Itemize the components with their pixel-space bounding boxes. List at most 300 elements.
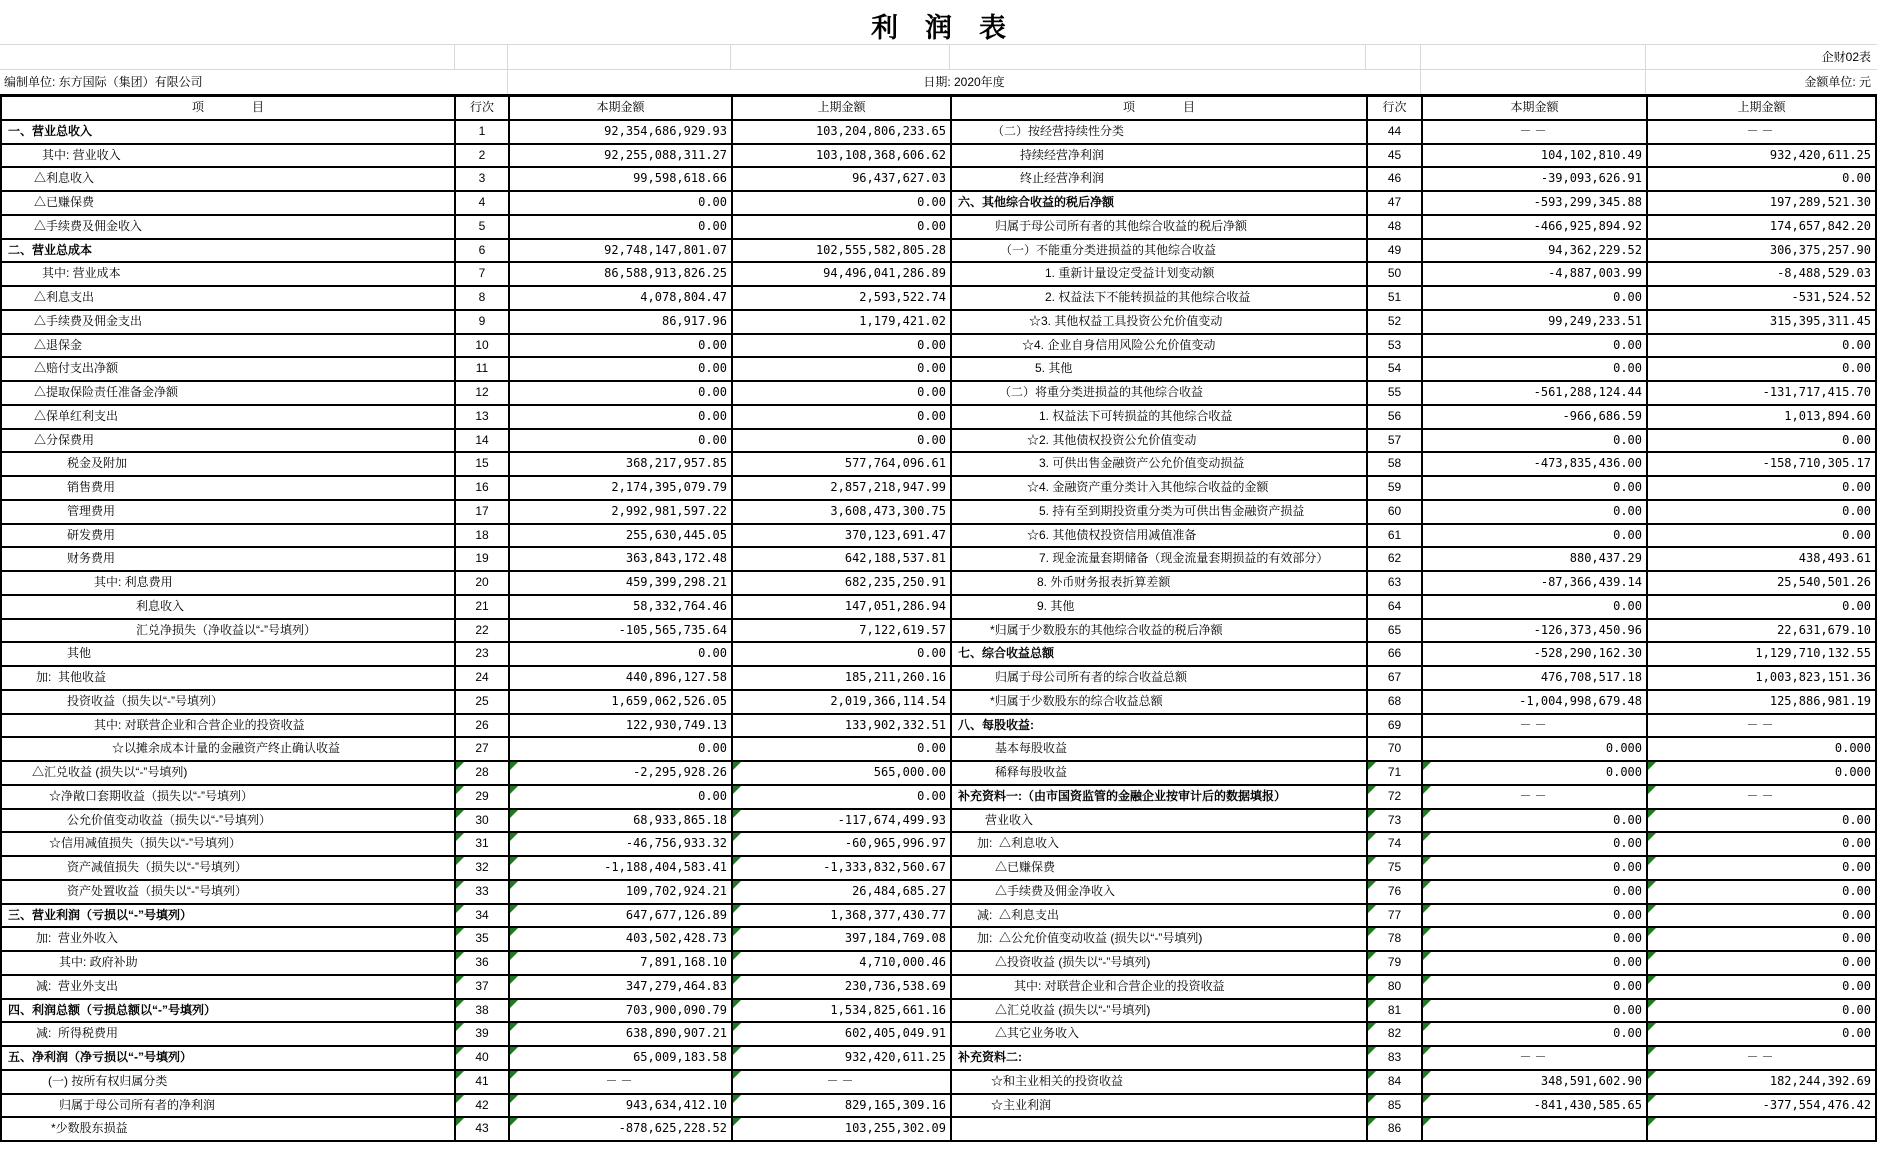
line-no-cell[interactable]: 27 — [456, 738, 508, 760]
line-no-cell[interactable]: 57 — [1368, 430, 1421, 452]
prior-amount-cell[interactable]: 22,631,679.10 — [1648, 620, 1875, 642]
item-cell[interactable]: △分保费用 — [2, 430, 454, 452]
prior-amount-cell[interactable]: 174,657,842.20 — [1648, 216, 1875, 238]
line-no-cell[interactable]: 60 — [1368, 501, 1421, 523]
current-amount-cell[interactable]: -473,835,436.00 — [1423, 453, 1646, 475]
line-no-cell[interactable]: 28 — [456, 762, 508, 784]
line-no-cell[interactable]: 67 — [1368, 667, 1421, 689]
prior-amount-cell[interactable]: 0.00 — [1648, 905, 1875, 927]
line-no-cell[interactable]: 78 — [1368, 928, 1421, 950]
line-no-cell[interactable]: 80 — [1368, 976, 1421, 998]
prior-amount-cell[interactable]: －－ — [1648, 1047, 1875, 1069]
current-amount-cell[interactable]: -528,290,162.30 — [1423, 643, 1646, 665]
prior-amount-cell[interactable]: 103,255,302.09 — [733, 1118, 950, 1140]
current-amount-cell[interactable]: 109,702,924.21 — [510, 881, 731, 903]
current-amount-cell[interactable]: 58,332,764.46 — [510, 596, 731, 618]
prior-amount-cell[interactable]: 0.00 — [1648, 833, 1875, 855]
line-no-cell[interactable]: 24 — [456, 667, 508, 689]
line-no-cell[interactable]: 19 — [456, 548, 508, 570]
prior-amount-cell[interactable]: 0.00 — [733, 643, 950, 665]
line-no-cell[interactable]: 53 — [1368, 335, 1421, 357]
line-no-cell[interactable]: 8 — [456, 287, 508, 309]
line-no-cell[interactable]: 4 — [456, 192, 508, 214]
item-cell[interactable] — [952, 1118, 1366, 1140]
current-amount-cell[interactable]: －－ — [1423, 121, 1646, 143]
prior-amount-cell[interactable]: 185,211,260.16 — [733, 667, 950, 689]
line-no-cell[interactable]: 18 — [456, 525, 508, 547]
line-no-cell[interactable]: 30 — [456, 810, 508, 832]
item-cell[interactable]: △汇兑收益 (损失以“-”号填列) — [952, 1000, 1366, 1022]
prior-amount-cell[interactable]: 133,902,332.51 — [733, 715, 950, 737]
current-amount-header[interactable]: 本期金额 — [1423, 97, 1646, 119]
prior-amount-cell[interactable]: 0.000 — [1648, 738, 1875, 760]
line-no-cell[interactable]: 42 — [456, 1095, 508, 1117]
current-amount-cell[interactable]: 7,891,168.10 — [510, 952, 731, 974]
current-amount-cell[interactable]: 99,598,618.66 — [510, 168, 731, 190]
line-no-cell[interactable]: 86 — [1368, 1118, 1421, 1140]
item-cell[interactable]: 其中: 政府补助 — [2, 952, 454, 974]
item-cell[interactable]: *少数股东损益 — [2, 1118, 454, 1140]
current-amount-cell[interactable]: -466,925,894.92 — [1423, 216, 1646, 238]
current-amount-cell[interactable]: －－ — [1423, 786, 1646, 808]
current-amount-cell[interactable]: 0.00 — [1423, 833, 1646, 855]
line-no-cell[interactable]: 72 — [1368, 786, 1421, 808]
line-no-cell[interactable]: 61 — [1368, 525, 1421, 547]
item-cell[interactable]: △利息支出 — [2, 287, 454, 309]
current-amount-cell[interactable]: 0.00 — [1423, 358, 1646, 380]
current-amount-header[interactable]: 本期金额 — [510, 97, 731, 119]
meta-cell[interactable] — [1421, 45, 1645, 69]
current-amount-cell[interactable]: 0.00 — [510, 192, 731, 214]
current-amount-cell[interactable]: 0.00 — [1423, 525, 1646, 547]
line-no-cell[interactable]: 83 — [1368, 1047, 1421, 1069]
prior-amount-cell[interactable]: 0.00 — [733, 430, 950, 452]
prior-amount-cell[interactable]: 0.00 — [1648, 810, 1875, 832]
current-amount-cell[interactable]: 880,437.29 — [1423, 548, 1646, 570]
line-no-cell[interactable]: 35 — [456, 928, 508, 950]
line-no-cell[interactable]: 46 — [1368, 168, 1421, 190]
prior-amount-cell[interactable]: 0.00 — [733, 358, 950, 380]
prior-amount-cell[interactable]: 182,244,392.69 — [1648, 1071, 1875, 1093]
current-amount-cell[interactable]: 348,591,602.90 — [1423, 1071, 1646, 1093]
item-cell[interactable]: 其他 — [2, 643, 454, 665]
item-cell[interactable]: ☆净敞口套期收益（损失以“-”号填列） — [2, 786, 454, 808]
item-header[interactable]: 项 目 — [2, 97, 454, 119]
item-cell[interactable]: (一) 按所有权归属分类 — [2, 1071, 454, 1093]
prior-amount-cell[interactable]: 682,235,250.91 — [733, 572, 950, 594]
item-cell[interactable]: 资产处置收益（损失以“-”号填列） — [2, 881, 454, 903]
meta-cell[interactable] — [0, 45, 454, 69]
prior-amount-cell[interactable]: 0.00 — [733, 335, 950, 357]
prior-amount-cell[interactable]: 0.00 — [1648, 881, 1875, 903]
item-cell[interactable]: 七、综合收益总额 — [952, 643, 1366, 665]
item-cell[interactable]: ☆4. 企业自身信用风险公允价值变动 — [952, 335, 1366, 357]
prior-amount-cell[interactable]: 103,204,806,233.65 — [733, 121, 950, 143]
prior-amount-cell[interactable]: 25,540,501.26 — [1648, 572, 1875, 594]
current-amount-cell[interactable]: -46,756,933.32 — [510, 833, 731, 855]
current-amount-cell[interactable]: 92,748,147,801.07 — [510, 240, 731, 262]
prior-amount-cell[interactable]: 230,736,538.69 — [733, 976, 950, 998]
current-amount-cell[interactable]: 0.00 — [1423, 335, 1646, 357]
current-amount-cell[interactable]: 0.00 — [1423, 287, 1646, 309]
item-cell[interactable]: 投资收益（损失以“-”号填列） — [2, 691, 454, 713]
prior-amount-cell[interactable]: 932,420,611.25 — [1648, 145, 1875, 167]
line-no-cell[interactable]: 59 — [1368, 477, 1421, 499]
meta-cell[interactable] — [1421, 70, 1645, 94]
prior-amount-cell[interactable]: -117,674,499.93 — [733, 810, 950, 832]
current-amount-cell[interactable]: 2,174,395,079.79 — [510, 477, 731, 499]
line-no-cell[interactable]: 31 — [456, 833, 508, 855]
prior-amount-cell[interactable]: 103,108,368,606.62 — [733, 145, 950, 167]
line-no-cell[interactable]: 64 — [1368, 596, 1421, 618]
line-no-cell[interactable]: 84 — [1368, 1071, 1421, 1093]
item-cell[interactable]: 加: △利息收入 — [952, 833, 1366, 855]
current-amount-cell[interactable]: 86,588,913,826.25 — [510, 263, 731, 285]
line-no-cell[interactable]: 66 — [1368, 643, 1421, 665]
line-no-cell[interactable]: 68 — [1368, 691, 1421, 713]
prior-amount-cell[interactable]: 577,764,096.61 — [733, 453, 950, 475]
line-no-cell[interactable]: 47 — [1368, 192, 1421, 214]
current-amount-cell[interactable]: -4,887,003.99 — [1423, 263, 1646, 285]
current-amount-cell[interactable]: 459,399,298.21 — [510, 572, 731, 594]
current-amount-cell[interactable]: 86,917.96 — [510, 311, 731, 333]
current-amount-cell[interactable]: 0.00 — [1423, 976, 1646, 998]
prior-amount-cell[interactable]: 0.00 — [733, 382, 950, 404]
item-cell[interactable]: ☆3. 其他权益工具投资公允价值变动 — [952, 311, 1366, 333]
item-cell[interactable]: 加: 其他收益 — [2, 667, 454, 689]
line-no-cell[interactable]: 65 — [1368, 620, 1421, 642]
item-cell[interactable]: △利息收入 — [2, 168, 454, 190]
meta-cell[interactable] — [508, 45, 730, 69]
item-cell[interactable]: 2. 权益法下不能转损益的其他综合收益 — [952, 287, 1366, 309]
form-number[interactable]: 企财02表 — [1646, 45, 1877, 69]
current-amount-cell[interactable]: 68,933,865.18 — [510, 810, 731, 832]
prior-amount-cell[interactable]: 0.00 — [733, 738, 950, 760]
line-no-cell[interactable]: 55 — [1368, 382, 1421, 404]
item-cell[interactable]: 汇兑净损失（净收益以“-”号填列） — [2, 620, 454, 642]
prior-amount-cell[interactable]: 1,003,823,151.36 — [1648, 667, 1875, 689]
item-cell[interactable]: △手续费及佣金收入 — [2, 216, 454, 238]
current-amount-cell[interactable]: 703,900,090.79 — [510, 1000, 731, 1022]
item-cell[interactable]: ☆和主业相关的投资收益 — [952, 1071, 1366, 1093]
current-amount-cell[interactable]: 440,896,127.58 — [510, 667, 731, 689]
prior-amount-cell[interactable]: －－ — [1648, 786, 1875, 808]
prior-amount-cell[interactable]: 0.00 — [733, 786, 950, 808]
line-no-cell[interactable]: 69 — [1368, 715, 1421, 737]
prior-amount-cell[interactable]: -60,965,996.97 — [733, 833, 950, 855]
line-no-cell[interactable]: 58 — [1368, 453, 1421, 475]
item-cell[interactable]: 减: △利息支出 — [952, 905, 1366, 927]
current-amount-cell[interactable]: -841,430,585.65 — [1423, 1095, 1646, 1117]
line-no-cell[interactable]: 43 — [456, 1118, 508, 1140]
item-cell[interactable]: *归属于少数股东的综合收益总额 — [952, 691, 1366, 713]
line-no-cell[interactable]: 51 — [1368, 287, 1421, 309]
currency-unit[interactable]: 金额单位: 元 — [1646, 70, 1877, 94]
prior-amount-cell[interactable]: 94,496,041,286.89 — [733, 263, 950, 285]
current-amount-cell[interactable]: －－ — [510, 1071, 731, 1093]
current-amount-cell[interactable]: 0.00 — [1423, 952, 1646, 974]
line-no-cell[interactable]: 44 — [1368, 121, 1421, 143]
prior-amount-cell[interactable]: 0.000 — [1648, 762, 1875, 784]
prior-amount-cell[interactable]: -158,710,305.17 — [1648, 453, 1875, 475]
item-cell[interactable]: 其中: 利息费用 — [2, 572, 454, 594]
item-cell[interactable]: △手续费及佣金支出 — [2, 311, 454, 333]
item-cell[interactable]: 8. 外币财务报表折算差额 — [952, 572, 1366, 594]
prior-amount-cell[interactable]: 0.00 — [1648, 1023, 1875, 1045]
item-cell[interactable]: 终止经营净利润 — [952, 168, 1366, 190]
current-amount-cell[interactable]: 92,354,686,929.93 — [510, 121, 731, 143]
item-cell[interactable]: 稀释每股收益 — [952, 762, 1366, 784]
line-no-cell[interactable]: 11 — [456, 358, 508, 380]
line-no-cell[interactable]: 45 — [1368, 145, 1421, 167]
prior-amount-cell[interactable]: 0.00 — [1648, 596, 1875, 618]
prior-amount-cell[interactable]: 26,484,685.27 — [733, 881, 950, 903]
item-cell[interactable]: △赔付支出净额 — [2, 358, 454, 380]
line-no-cell[interactable]: 82 — [1368, 1023, 1421, 1045]
current-amount-cell[interactable]: 943,634,412.10 — [510, 1095, 731, 1117]
current-amount-cell[interactable]: 0.00 — [510, 335, 731, 357]
current-amount-cell[interactable]: -966,686.59 — [1423, 406, 1646, 428]
prior-amount-cell[interactable]: 1,534,825,661.16 — [733, 1000, 950, 1022]
current-amount-cell[interactable]: -87,366,439.14 — [1423, 572, 1646, 594]
prior-amount-cell[interactable]: 0.00 — [1648, 358, 1875, 380]
prior-amount-cell[interactable]: -1,333,832,560.67 — [733, 857, 950, 879]
item-cell[interactable]: 其中: 对联营企业和合营企业的投资收益 — [952, 976, 1366, 998]
item-cell[interactable]: 9. 其他 — [952, 596, 1366, 618]
prior-amount-cell[interactable]: -131,717,415.70 — [1648, 382, 1875, 404]
prior-amount-header[interactable]: 上期金额 — [733, 97, 950, 119]
current-amount-cell[interactable]: -105,565,735.64 — [510, 620, 731, 642]
line-no-cell[interactable]: 21 — [456, 596, 508, 618]
current-amount-cell[interactable]: 476,708,517.18 — [1423, 667, 1646, 689]
line-no-cell[interactable]: 63 — [1368, 572, 1421, 594]
line-no-cell[interactable]: 7 — [456, 263, 508, 285]
current-amount-cell[interactable]: 0.00 — [1423, 501, 1646, 523]
line-no-cell[interactable]: 37 — [456, 976, 508, 998]
report-date[interactable]: 日期: 2020年度 — [508, 70, 1420, 94]
item-cell[interactable]: 八、每股收益: — [952, 715, 1366, 737]
prior-amount-cell[interactable]: 0.00 — [1648, 857, 1875, 879]
prior-amount-cell[interactable]: 0.00 — [733, 216, 950, 238]
current-amount-cell[interactable]: -1,004,998,679.48 — [1423, 691, 1646, 713]
item-cell[interactable]: △投资收益 (损失以“-”号填列) — [952, 952, 1366, 974]
current-amount-cell[interactable]: 122,930,749.13 — [510, 715, 731, 737]
current-amount-cell[interactable]: 0.00 — [510, 643, 731, 665]
prior-amount-cell[interactable]: 370,123,691.47 — [733, 525, 950, 547]
item-cell[interactable]: ☆4. 金融资产重分类计入其他综合收益的金额 — [952, 477, 1366, 499]
prior-amount-cell[interactable]: 642,188,537.81 — [733, 548, 950, 570]
line-no-cell[interactable]: 32 — [456, 857, 508, 879]
line-no-header[interactable]: 行次 — [1368, 97, 1421, 119]
line-no-cell[interactable]: 2 — [456, 145, 508, 167]
current-amount-cell[interactable]: 0.00 — [1423, 596, 1646, 618]
item-cell[interactable]: 5. 其他 — [952, 358, 1366, 380]
item-cell[interactable]: 补充资料一:（由市国资监管的金融企业按审计后的数据填报） — [952, 786, 1366, 808]
line-no-cell[interactable]: 33 — [456, 881, 508, 903]
line-no-cell[interactable]: 38 — [456, 1000, 508, 1022]
line-no-cell[interactable]: 41 — [456, 1071, 508, 1093]
line-no-cell[interactable]: 22 — [456, 620, 508, 642]
current-amount-cell[interactable]: 0.000 — [1423, 762, 1646, 784]
prior-amount-cell[interactable]: 2,593,522.74 — [733, 287, 950, 309]
item-cell[interactable]: （一）不能重分类进损益的其他综合收益 — [952, 240, 1366, 262]
line-no-cell[interactable]: 52 — [1368, 311, 1421, 333]
item-cell[interactable]: *归属于少数股东的其他综合收益的税后净额 — [952, 620, 1366, 642]
line-no-cell[interactable]: 56 — [1368, 406, 1421, 428]
prior-amount-cell[interactable]: －－ — [1648, 715, 1875, 737]
line-no-cell[interactable]: 81 — [1368, 1000, 1421, 1022]
item-cell[interactable]: △手续费及佣金净收入 — [952, 881, 1366, 903]
line-no-cell[interactable]: 14 — [456, 430, 508, 452]
prior-amount-cell[interactable]: 1,013,894.60 — [1648, 406, 1875, 428]
item-cell[interactable]: 资产减值损失（损失以“-”号填列） — [2, 857, 454, 879]
item-cell[interactable]: △保单红利支出 — [2, 406, 454, 428]
current-amount-cell[interactable]: 647,677,126.89 — [510, 905, 731, 927]
current-amount-cell[interactable]: 2,992,981,597.22 — [510, 501, 731, 523]
prior-amount-cell[interactable]: 0.00 — [1648, 430, 1875, 452]
prior-amount-cell[interactable]: 315,395,311.45 — [1648, 311, 1875, 333]
current-amount-cell[interactable]: 0.00 — [510, 738, 731, 760]
line-no-cell[interactable]: 77 — [1368, 905, 1421, 927]
item-cell[interactable]: 3. 可供出售金融资产公允价值变动损益 — [952, 453, 1366, 475]
meta-cell[interactable] — [455, 45, 507, 69]
current-amount-cell[interactable]: 0.00 — [1423, 1000, 1646, 1022]
current-amount-cell[interactable]: -39,093,626.91 — [1423, 168, 1646, 190]
prior-amount-cell[interactable]: 565,000.00 — [733, 762, 950, 784]
prior-amount-cell[interactable]: -531,524.52 — [1648, 287, 1875, 309]
prior-amount-cell[interactable]: 0.00 — [1648, 525, 1875, 547]
item-cell[interactable]: 1. 权益法下可转损益的其他综合收益 — [952, 406, 1366, 428]
prior-amount-cell[interactable]: －－ — [1648, 121, 1875, 143]
meta-cell[interactable] — [731, 45, 949, 69]
line-no-cell[interactable]: 9 — [456, 311, 508, 333]
prior-amount-cell[interactable]: 197,289,521.30 — [1648, 192, 1875, 214]
current-amount-cell[interactable]: 0.00 — [1423, 477, 1646, 499]
line-no-cell[interactable]: 76 — [1368, 881, 1421, 903]
current-amount-cell[interactable]: 638,890,907.21 — [510, 1023, 731, 1045]
current-amount-cell[interactable]: 0.00 — [510, 430, 731, 452]
item-cell[interactable]: △已赚保费 — [2, 192, 454, 214]
current-amount-cell[interactable] — [1423, 1118, 1646, 1140]
current-amount-cell[interactable]: -126,373,450.96 — [1423, 620, 1646, 642]
item-cell[interactable]: 其中: 营业成本 — [2, 263, 454, 285]
prior-amount-cell[interactable]: 125,886,981.19 — [1648, 691, 1875, 713]
line-no-cell[interactable]: 50 — [1368, 263, 1421, 285]
prior-amount-cell[interactable]: -377,554,476.42 — [1648, 1095, 1875, 1117]
prior-amount-cell[interactable]: 2,019,366,114.54 — [733, 691, 950, 713]
line-no-cell[interactable]: 26 — [456, 715, 508, 737]
line-no-cell[interactable]: 75 — [1368, 857, 1421, 879]
line-no-cell[interactable]: 39 — [456, 1023, 508, 1045]
prior-amount-cell[interactable]: 397,184,769.08 — [733, 928, 950, 950]
item-cell[interactable]: 其中: 对联营企业和合营企业的投资收益 — [2, 715, 454, 737]
current-amount-cell[interactable]: 0.00 — [510, 358, 731, 380]
item-cell[interactable]: △汇兑收益 (损失以“-”号填列) — [2, 762, 454, 784]
current-amount-cell[interactable]: －－ — [1423, 715, 1646, 737]
item-cell[interactable]: 销售费用 — [2, 477, 454, 499]
current-amount-cell[interactable]: 0.00 — [510, 786, 731, 808]
item-cell[interactable]: ☆以摊余成本计量的金融资产终止确认收益 — [2, 738, 454, 760]
prior-amount-cell[interactable]: 0.00 — [1648, 928, 1875, 950]
item-cell[interactable]: 研发费用 — [2, 525, 454, 547]
line-no-cell[interactable]: 15 — [456, 453, 508, 475]
item-header[interactable]: 项 目 — [952, 97, 1366, 119]
line-no-cell[interactable]: 48 — [1368, 216, 1421, 238]
current-amount-cell[interactable]: 92,255,088,311.27 — [510, 145, 731, 167]
current-amount-cell[interactable]: 0.000 — [1423, 738, 1646, 760]
item-cell[interactable]: 补充资料二: — [952, 1047, 1366, 1069]
item-cell[interactable]: （二）将重分类进损益的其他综合收益 — [952, 382, 1366, 404]
item-cell[interactable]: （二）按经营持续性分类 — [952, 121, 1366, 143]
current-amount-cell[interactable]: 94,362,229.52 — [1423, 240, 1646, 262]
line-no-cell[interactable]: 20 — [456, 572, 508, 594]
prior-amount-cell[interactable]: 147,051,286.94 — [733, 596, 950, 618]
current-amount-cell[interactable]: 0.00 — [510, 406, 731, 428]
item-cell[interactable]: 其中: 营业收入 — [2, 145, 454, 167]
current-amount-cell[interactable]: －－ — [1423, 1047, 1646, 1069]
prior-amount-cell[interactable]: 1,179,421.02 — [733, 311, 950, 333]
prior-amount-cell[interactable]: 0.00 — [1648, 501, 1875, 523]
item-cell[interactable]: 7. 现金流量套期储备（现金流量套期损益的有效部分） — [952, 548, 1366, 570]
item-cell[interactable]: ☆信用减值损失（损失以“-”号填列） — [2, 833, 454, 855]
item-cell[interactable]: △已赚保费 — [952, 857, 1366, 879]
current-amount-cell[interactable]: 0.00 — [1423, 905, 1646, 927]
item-cell[interactable]: ☆6. 其他债权投资信用减值准备 — [952, 525, 1366, 547]
meta-cell[interactable] — [950, 45, 1365, 69]
prior-amount-cell[interactable] — [1648, 1118, 1875, 1140]
item-cell[interactable]: 加: △公允价值变动收益 (损失以“-”号填列) — [952, 928, 1366, 950]
item-cell[interactable]: 利息收入 — [2, 596, 454, 618]
current-amount-cell[interactable]: -593,299,345.88 — [1423, 192, 1646, 214]
line-no-cell[interactable]: 74 — [1368, 833, 1421, 855]
line-no-cell[interactable]: 6 — [456, 240, 508, 262]
prior-amount-cell[interactable]: 1,129,710,132.55 — [1648, 643, 1875, 665]
item-cell[interactable]: 税金及附加 — [2, 453, 454, 475]
item-cell[interactable]: 财务费用 — [2, 548, 454, 570]
line-no-cell[interactable]: 1 — [456, 121, 508, 143]
prior-amount-cell[interactable]: 0.00 — [1648, 976, 1875, 998]
item-cell[interactable]: △其它业务收入 — [952, 1023, 1366, 1045]
prior-amount-cell[interactable]: 829,165,309.16 — [733, 1095, 950, 1117]
prior-amount-cell[interactable]: 0.00 — [1648, 1000, 1875, 1022]
current-amount-cell[interactable]: 368,217,957.85 — [510, 453, 731, 475]
line-no-cell[interactable]: 79 — [1368, 952, 1421, 974]
item-cell[interactable]: △提取保险责任准备金净额 — [2, 382, 454, 404]
prior-amount-cell[interactable]: 3,608,473,300.75 — [733, 501, 950, 523]
item-cell[interactable]: 归属于母公司所有者的综合收益总额 — [952, 667, 1366, 689]
current-amount-cell[interactable]: 0.00 — [1423, 928, 1646, 950]
line-no-cell[interactable]: 54 — [1368, 358, 1421, 380]
prior-amount-cell[interactable]: 438,493.61 — [1648, 548, 1875, 570]
item-cell[interactable]: ☆主业利润 — [952, 1095, 1366, 1117]
line-no-cell[interactable]: 29 — [456, 786, 508, 808]
current-amount-cell[interactable]: 65,009,183.58 — [510, 1047, 731, 1069]
line-no-cell[interactable]: 85 — [1368, 1095, 1421, 1117]
prior-amount-cell[interactable]: 0.00 — [1648, 335, 1875, 357]
prior-amount-cell[interactable]: 0.00 — [1648, 477, 1875, 499]
item-cell[interactable]: 减: 营业外支出 — [2, 976, 454, 998]
item-cell[interactable]: 5. 持有至到期投资重分类为可供出售金融资产损益 — [952, 501, 1366, 523]
prior-amount-cell[interactable]: 4,710,000.46 — [733, 952, 950, 974]
item-cell[interactable]: 五、净利润（净亏损以“-”号填列） — [2, 1047, 454, 1069]
line-no-cell[interactable]: 17 — [456, 501, 508, 523]
prior-amount-cell[interactable]: －－ — [733, 1071, 950, 1093]
item-cell[interactable]: 六、其他综合收益的税后净额 — [952, 192, 1366, 214]
current-amount-cell[interactable]: 4,078,804.47 — [510, 287, 731, 309]
line-no-cell[interactable]: 5 — [456, 216, 508, 238]
line-no-cell[interactable]: 71 — [1368, 762, 1421, 784]
line-no-cell[interactable]: 62 — [1368, 548, 1421, 570]
